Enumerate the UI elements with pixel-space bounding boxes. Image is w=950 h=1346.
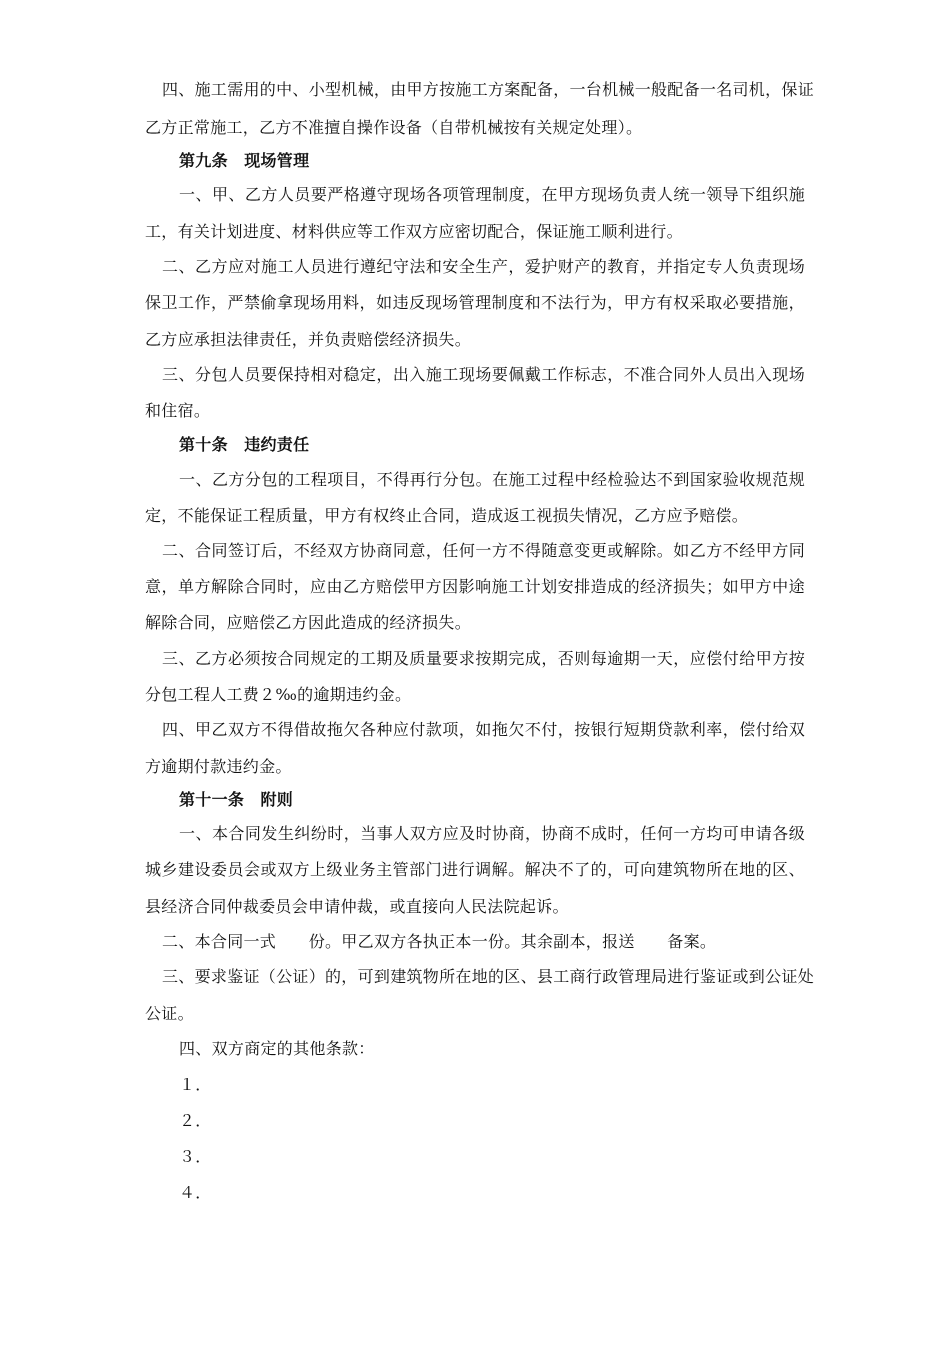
text-line: 公证。: [145, 1004, 194, 1023]
text-line: 四、甲乙双方不得借故拖欠各种应付款项，如拖欠不付，按银行短期贷款利率，偿付给双: [162, 720, 805, 739]
text-line: 四、双方商定的其他条款：: [179, 1039, 375, 1058]
text-line: 三、乙方必须按合同规定的工期及质量要求按期完成，否则每逾期一天，应偿付给甲方按: [162, 649, 805, 668]
text-line: 和住宿。: [145, 401, 211, 420]
text-line: 城乡建设委员会或双方上级业务主管部门进行调解。解决不了的，可向建筑物所在地的区、: [145, 860, 805, 879]
section-heading-11: 第十一条 附则: [179, 790, 294, 809]
text-line: 工，有关计划进度、材料供应等工作双方应密切配合，保证施工顺利进行。: [145, 222, 683, 241]
text-line: 保卫工作，严禁偷拿现场用料，如违反现场管理制度和不法行为，甲方有权采取必要措施，: [145, 293, 805, 312]
text-line: 方逾期付款违约金。: [145, 757, 292, 776]
text-line: 一、甲、乙方人员要严格遵守现场各项管理制度，在甲方现场负责人统一领导下组织施: [179, 185, 805, 204]
text-line: 二、本合同一式 份。甲乙双方各执正本一份。其余副本，报送 备案。: [162, 932, 717, 951]
text-line: 一、乙方分包的工程项目，不得再行分包。在施工过程中经检验达不到国家验收规范规: [179, 470, 805, 489]
text-line: 二、乙方应对施工人员进行遵纪守法和安全生产，爱护财产的教育，并指定专人负责现场: [162, 257, 805, 276]
text-line: 意，单方解除合同时，应由乙方赔偿甲方因影响施工计划安排造成的经济损失；如甲方中途: [145, 577, 805, 596]
list-item: ２．: [179, 1111, 212, 1130]
text-line: 乙方应承担法律责任，并负责赔偿经济损失。: [145, 330, 472, 349]
text-line: 三、分包人员要保持相对稳定，出入施工现场要佩戴工作标志，不准合同外人员出入现场: [162, 365, 805, 384]
text-line: 四、施工需用的中、小型机械，由甲方按施工方案配备，一台机械一般配备一名司机，保证: [162, 80, 815, 99]
list-item: ３．: [179, 1147, 212, 1166]
text-line: 二、合同签订后，不经双方协商同意，任何一方不得随意变更或解除。如乙方不经甲方同: [162, 541, 805, 560]
section-heading-9: 第九条 现场管理: [179, 151, 310, 170]
text-line: 一、本合同发生纠纷时，当事人双方应及时协商，协商不成时，任何一方均可申请各级: [179, 824, 805, 843]
text-line: 解除合同，应赔偿乙方因此造成的经济损失。: [145, 613, 472, 632]
text-line: 定，不能保证工程质量，甲方有权终止合同，造成返工视损失情况，乙方应予赔偿。: [145, 506, 749, 525]
section-heading-10: 第十条 违约责任: [179, 435, 310, 454]
text-line: 乙方正常施工，乙方不准擅自操作设备（自带机械按有关规定处理）。: [145, 118, 643, 137]
text-line: 分包工程人工费２‰的逾期违约金。: [145, 685, 412, 704]
text-line: 三、要求鉴证（公证）的，可到建筑物所在地的区、县工商行政管理局进行鉴证或到公证处: [162, 967, 815, 986]
list-item: ４．: [179, 1183, 212, 1202]
list-item: １．: [179, 1075, 212, 1094]
text-line: 县经济合同仲裁委员会申请仲裁，或直接向人民法院起诉。: [145, 897, 569, 916]
